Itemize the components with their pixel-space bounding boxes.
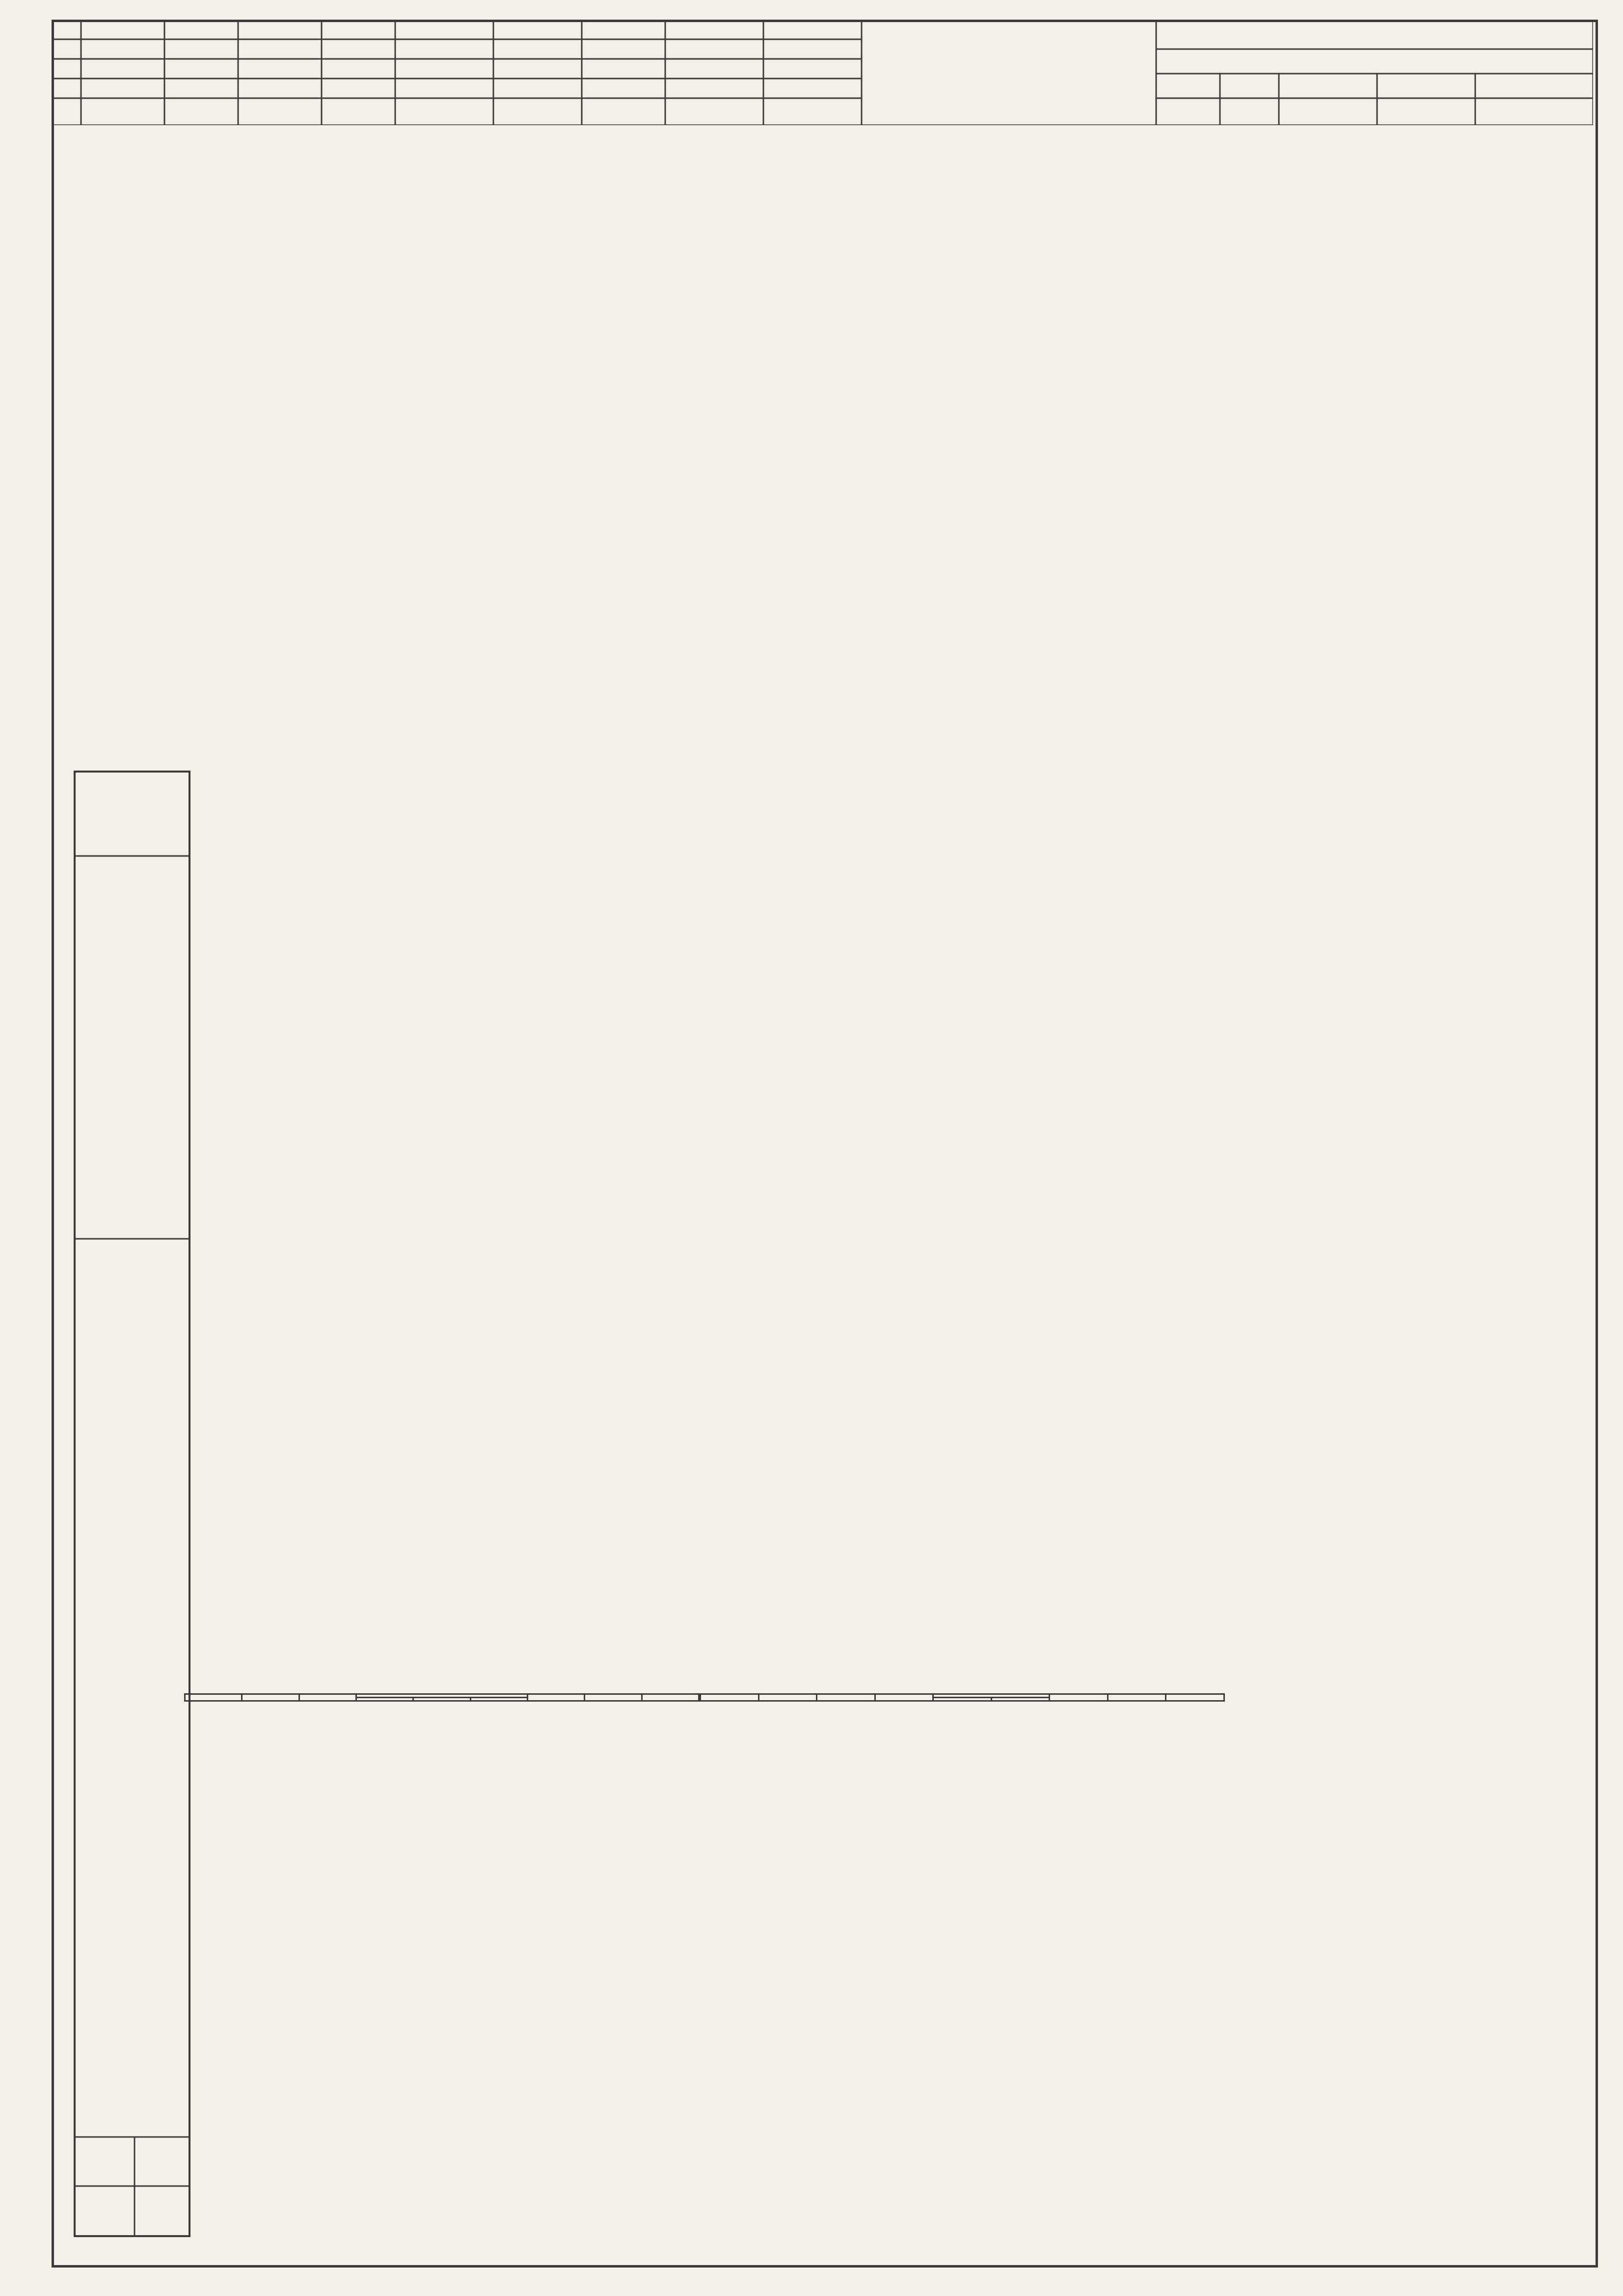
rc-spec-table <box>184 1693 700 1702</box>
metal-spec-table <box>700 1693 1225 1702</box>
rc-col-name <box>299 1694 356 1701</box>
side-stamp-grid <box>76 773 189 2235</box>
metal-col-series <box>1050 1694 1108 1701</box>
rc-col-l <box>356 1698 413 1701</box>
metal-col-weight <box>933 1694 1050 1698</box>
metal-col-mark <box>758 1694 817 1701</box>
rc-col-scheme <box>185 1694 242 1701</box>
metal-header-row <box>701 1694 1224 1698</box>
rc-col-mark <box>242 1694 299 1701</box>
metal-col-note <box>1166 1694 1224 1701</box>
title-block <box>52 20 1593 125</box>
rc-col-dims <box>356 1694 527 1698</box>
rc-col-h <box>470 1698 527 1701</box>
side-stamp <box>74 771 190 2237</box>
rc-col-qty <box>527 1694 584 1701</box>
metal-col-scheme <box>701 1694 759 1701</box>
rc-col-sheet <box>642 1694 699 1701</box>
metal-col-weight-unit <box>933 1698 992 1701</box>
metal-col-sheet <box>1108 1694 1166 1701</box>
rc-col-album <box>585 1694 642 1701</box>
ventilation-block-diagram <box>0 128 1623 1772</box>
title-block-grid <box>52 20 1593 125</box>
metal-col-weight-total <box>991 1698 1050 1701</box>
metal-col-qty <box>875 1694 933 1701</box>
metal-col-name <box>817 1694 875 1701</box>
rc-header-row <box>185 1694 699 1698</box>
rc-col-b <box>413 1698 470 1701</box>
